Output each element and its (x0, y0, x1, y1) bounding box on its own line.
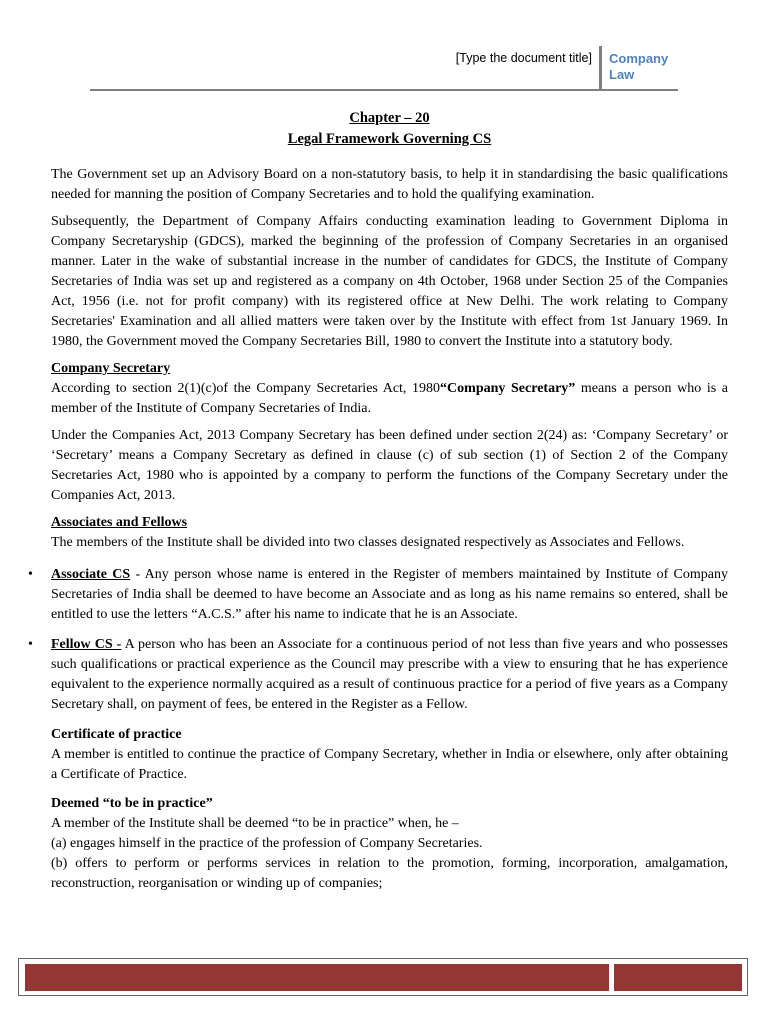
chapter-number: Chapter – 20 (349, 110, 430, 126)
cs-def-term: “Company Secretary” (440, 381, 576, 396)
associates-fellows-paragraph: The members of the Institute shall be divided into two classes designated respectively as Associates and Fellows. (51, 535, 685, 550)
footer-bar-right (614, 964, 742, 991)
fellow-cs-label: Fellow CS - (51, 637, 122, 652)
deemed-line-2: (a) engages himself in the practice of the profession of Company Secretaries. (51, 836, 483, 851)
fellow-cs-text: A person who has been an Associate for a continuous period of not less than five years and who possesses such qualifications or practical experience as the Council may prescribe with a view to ensuring that he has experience equivalent to the experience normally acquired as a result of continuous practice for a period of five years as a Company Secretary shall, on payment of fees, be entered in the Register as a Fellow. (51, 637, 729, 712)
header-divider (599, 46, 602, 90)
company-secretary-definition (51, 379, 728, 419)
intro-paragraph-2: Subsequently, the Department of Company Affairs conducting examination leading to Government Diploma in Company Secretaryship (GDCS), marked the beginning of the profession of Company Secretaries in an organised manner. Later in the wake of substantial increase in the number of candidates for GDCS, the Institute of Company Secretaries of India was set up and registered as a company on 4th October, 1968 under Section 25 of the Companies Act, 1956 (i.e. not for profit company) with its registered office at New Delhi. The work relating to Company Secretaries' Examination and all allied matters were taken over by the Institute with effect from 1st January 1969. In 1980, the Government moved the Company Secretaries Bill, 1980 to convert the Institute into a statutory body. (51, 214, 728, 349)
deemed-heading: Deemed “to be in practice” (51, 796, 213, 811)
header-company-line1: Company (609, 51, 669, 66)
associate-cs-text: - Any person whose name is entered in the Register of members maintained by Institute of Company Secretaries of India shall be deemed to have become an Associate and as long as his name remains so entered, shall be entitled to use the letters “A.C.S.” after his name to indicate that he is an Associate. (51, 567, 728, 622)
deemed-line-3: (b) offers to perform or performs services in relation to the promotion, forming, incorporation, amalgamation, reconstruction, reorganisation or winding up of companies; (51, 856, 728, 891)
page-footer (18, 958, 748, 996)
cs-def-pre: According to section 2(1)(c)of the Company Secretaries Act, 1980 (51, 381, 441, 396)
deemed-line-1: A member of the Institute shall be deemed “to be in practice” when, he – (51, 816, 459, 831)
intro-paragraph-1: The Government set up an Advisory Board on a non-statutory basis, to help it in standardising the basic qualifications needed for manning the position of Company Secretaries and to hold the qualifying examination. (51, 167, 728, 202)
bullet-icon: • (28, 567, 33, 582)
company-secretary-heading: Company Secretary (51, 361, 171, 376)
footer-bar-left (25, 964, 609, 991)
cs-def-post: means a person who is a member of the Institute of Company Secretaries of India. (51, 381, 728, 416)
bullet-icon: • (28, 637, 33, 652)
associates-fellows-heading: Associates and Fellows (51, 515, 188, 530)
certificate-paragraph: A member is entitled to continue the practice of Company Secretary, whether in India or elsewhere, only after obtaining a Certificate of Practice. (51, 747, 728, 782)
associate-cs-label: Associate CS (51, 567, 131, 582)
header-company-line2: Law (609, 67, 635, 82)
header-company-law (609, 51, 699, 83)
companies-act-definition: Under the Companies Act, 2013 Company Secretary has been defined under section 2(24) as: ‘Company Secretary’ or ‘Secretary’ means a Company Secretary as defined in clause (c) of sub section (1) of Section 2 of the Company Secretaries Act, 1980 who is appointed by a company to perform the functions of the Company Secretary under the Companies Act, 2013. (51, 428, 728, 503)
header-rule (90, 89, 678, 91)
document-title-placeholder[interactable]: [Type the document title] (455, 51, 592, 65)
certificate-heading: Certificate of practice (51, 727, 182, 742)
document-body (28, 108, 729, 894)
chapter-title: Legal Framework Governing CS (287, 131, 492, 147)
bullet-fellow-cs (28, 635, 729, 715)
bullet-associate-cs (28, 565, 728, 625)
